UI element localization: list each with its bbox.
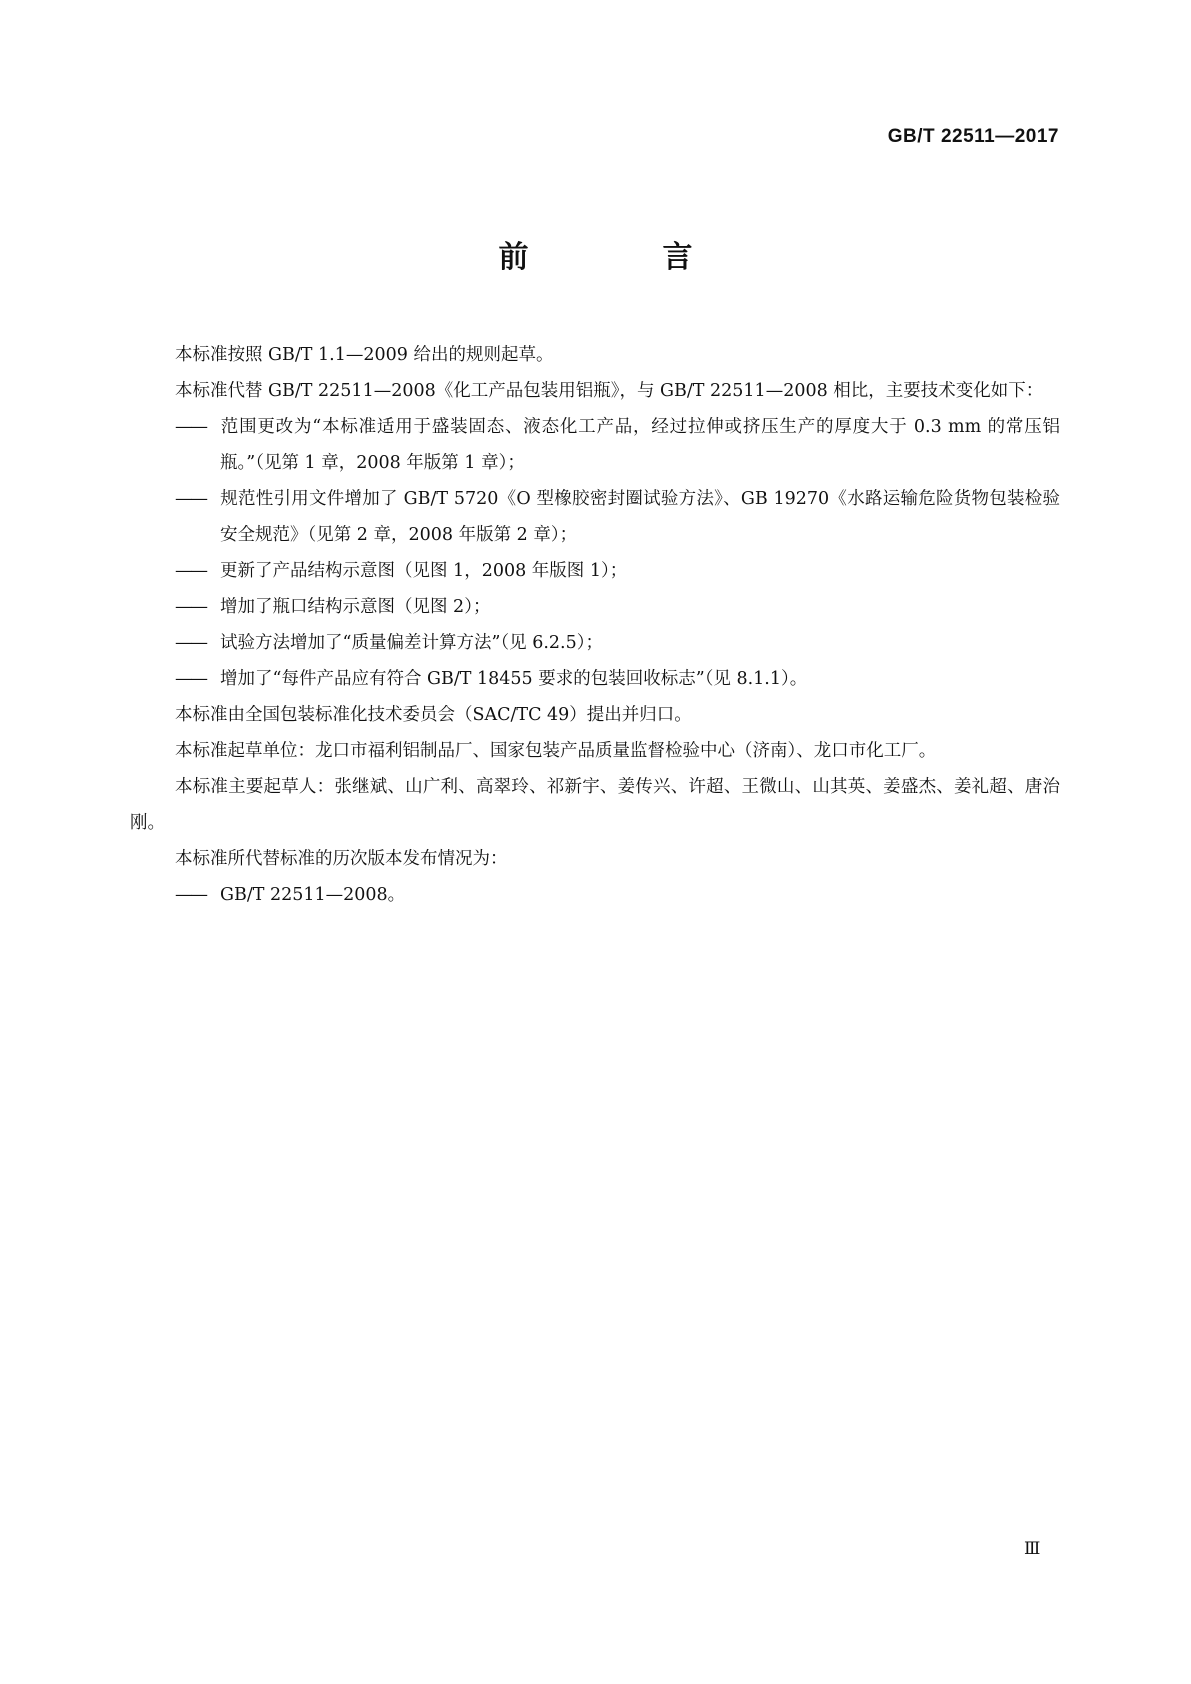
paragraph-replacement: 本标准代替 GB/T 22511—2008《化工产品包装用铝瓶》，与 GB/T 22511—2008 相比，主要技术变化如下： xyxy=(175,381,1044,401)
history-item-text: GB/T 22511—2008。 xyxy=(220,885,406,905)
dash-marker: —— xyxy=(175,597,206,617)
paragraph-drafters: 本标准主要起草人：张继斌、山广利、高翠玲、祁新宇、姜传兴、许超、王微山、山其英、姜盛杰、姜礼超、唐治刚。 xyxy=(130,777,1060,833)
list-item-text: 试验方法增加了“质量偏差计算方法”（见 6.2.5）； xyxy=(220,633,603,653)
page-number: Ⅲ xyxy=(1024,1539,1041,1559)
dash-marker: —— xyxy=(175,633,206,653)
list-item-text: 增加了瓶口结构示意图（见图 2）； xyxy=(220,597,491,617)
page-title: 前 言 xyxy=(498,240,745,275)
standard-code: GB/T 22511—2017 xyxy=(887,126,1059,147)
paragraph-history: 本标准所代替标准的历次版本发布情况为： xyxy=(175,849,508,869)
dash-marker: —— xyxy=(175,489,206,509)
list-item-text: 更新了产品结构示意图（见图 1，2008 年版图 1）； xyxy=(220,561,628,581)
dash-marker: —— xyxy=(175,417,206,437)
dash-marker: —— xyxy=(175,561,206,581)
paragraph-proposer: 本标准由全国包装标准化技术委员会（SAC/TC 49）提出并归口。 xyxy=(175,705,692,725)
dash-marker: —— xyxy=(175,885,206,905)
list-item-text: 范围更改为“本标准适用于盛装固态、液态化工产品，经过拉伸或挤压生产的厚度大于 0.3 mm 的常压铝瓶。”（见第 1 章，2008 年版第 1 章）； xyxy=(220,417,1060,473)
paragraph-drafting-rules: 本标准按照 GB/T 1.1—2009 给出的规则起草。 xyxy=(175,345,554,365)
list-item xyxy=(130,481,1060,553)
list-item xyxy=(130,589,1060,625)
list-item xyxy=(130,625,1060,661)
foreword-body xyxy=(130,337,1060,913)
list-item-text: 规范性引用文件增加了 GB/T 5720《O 型橡胶密封圈试验方法》、GB 19270《水路运输危险货物包装检验安全规范》（见第 2 章，2008 年版第 2 章）； xyxy=(220,489,1060,545)
list-item-text: 增加了“每件产品应有符合 GB/T 18455 要求的包装回收标志”（见 8.1.1）。 xyxy=(220,669,808,689)
dash-marker: —— xyxy=(175,669,206,689)
paragraph-drafting-units: 本标准起草单位：龙口市福利铝制品厂、国家包装产品质量监督检验中心（济南）、龙口市化工厂。 xyxy=(175,741,937,761)
history-list-item xyxy=(130,877,1060,913)
list-item xyxy=(130,661,1060,697)
list-item xyxy=(130,409,1060,481)
list-item xyxy=(130,553,1060,589)
